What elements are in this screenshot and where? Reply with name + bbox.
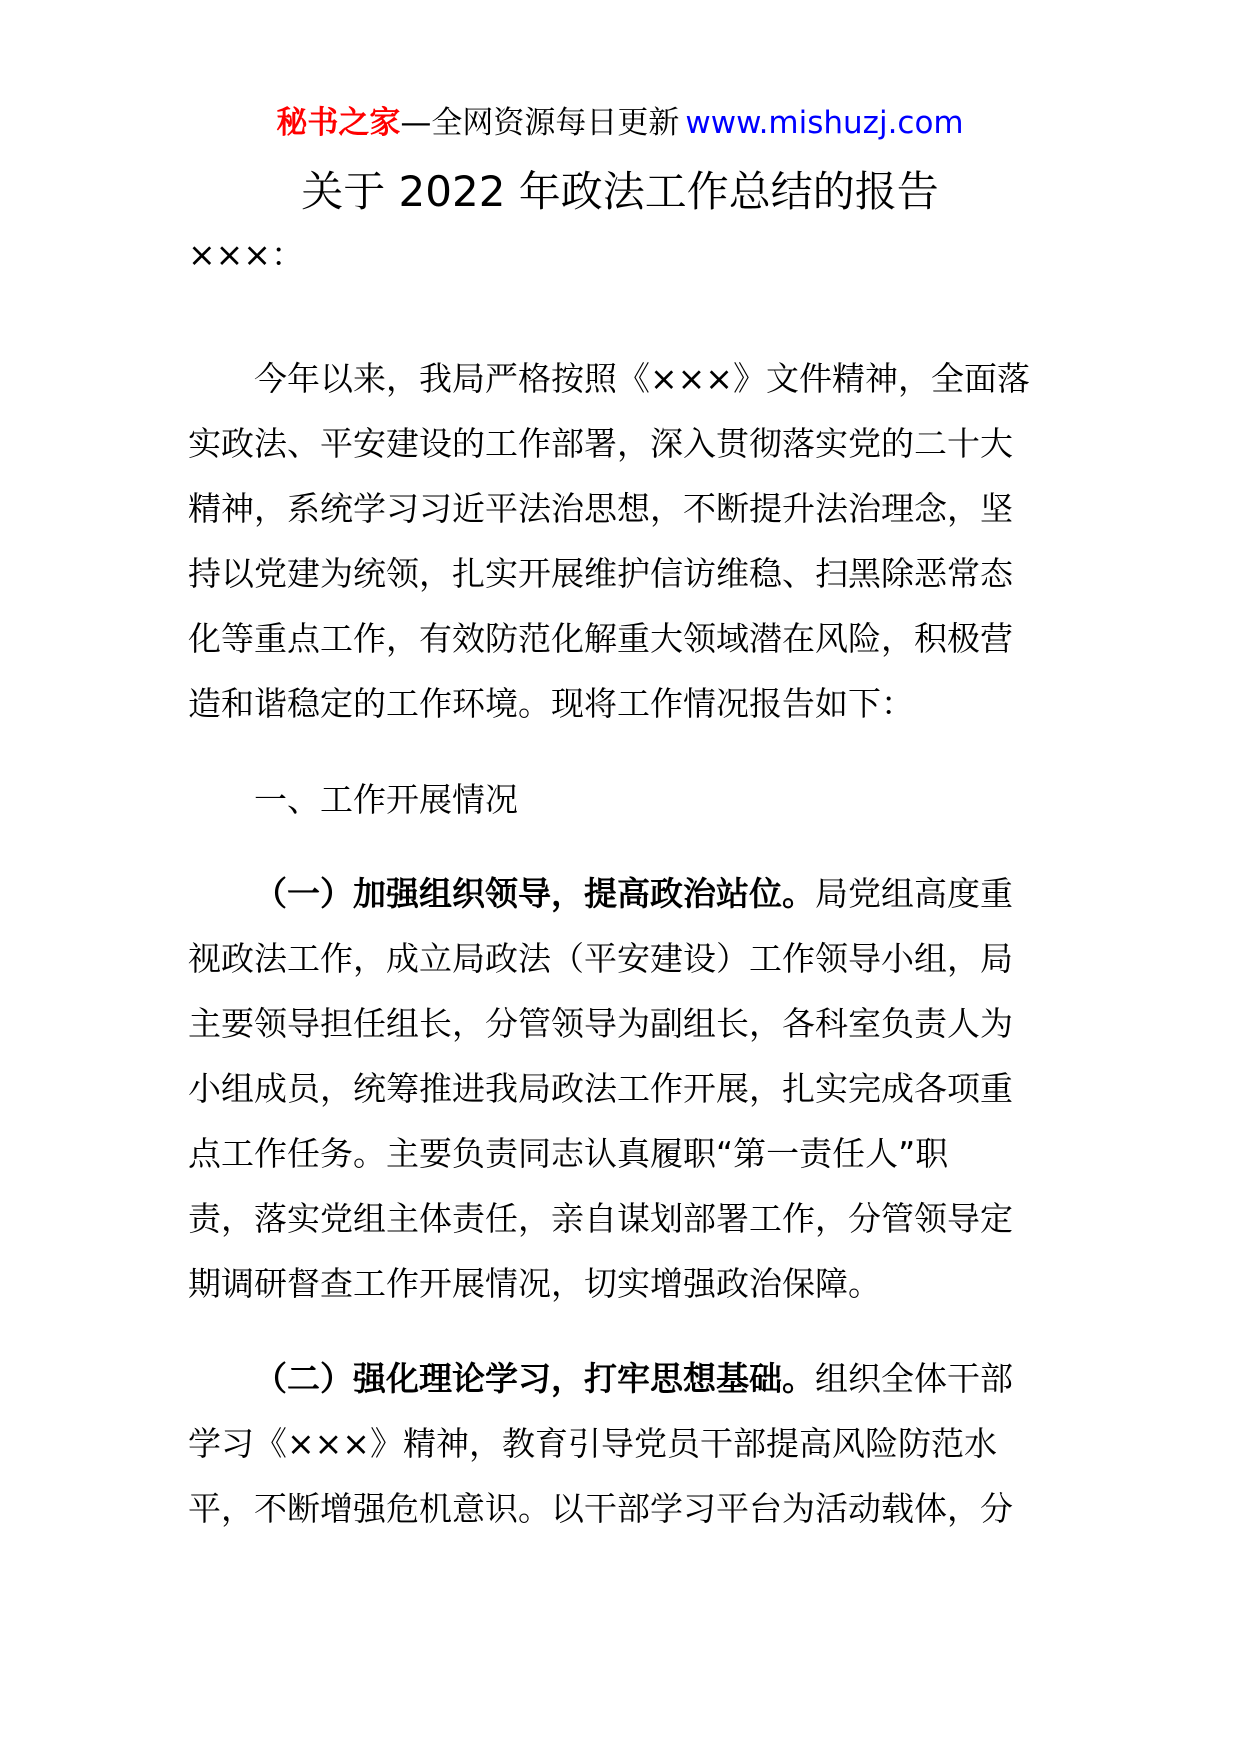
- item-first-line: [188, 1346, 1240, 1411]
- item-text: 局党组高度重: [815, 874, 1013, 913]
- intro-line: 持以党建为统领，扎实开展维护信访维稳、扫黑除恶常态: [188, 554, 1013, 593]
- section-heading: 一、工作开展情况: [254, 780, 518, 819]
- item-text: 组织全体干部: [815, 1359, 1013, 1398]
- site-url: www.mishuzj.com: [685, 105, 964, 141]
- item-line: 期调研督查工作开展情况，切实增强政治保障。: [188, 1264, 881, 1303]
- intro-line: 化等重点工作，有效防范化解重大领域潜在风险，积极营: [188, 619, 1013, 658]
- item-paragraph-1: [188, 861, 1240, 1316]
- item-line: 点工作任务。主要负责同志认真履职“第一责任人”职: [188, 1134, 949, 1173]
- item-line: 小组成员，统筹推进我局政法工作开展，扎实完成各项重: [188, 1069, 1013, 1108]
- item-line: 主要领导担任组长，分管领导为副组长，各科室负责人为: [188, 1004, 1013, 1043]
- salutation: ×××：: [188, 235, 304, 274]
- item-line: 责，落实党组主体责任，亲自谋划部署工作，分管领导定: [188, 1199, 1013, 1238]
- site-brand: 秘书之家: [276, 105, 401, 141]
- item-line: 学习《×××》精神，教育引导党员干部提高风险防范水: [188, 1424, 997, 1463]
- item-paragraph-2: [188, 1346, 1240, 1541]
- site-tagline: —全网资源每日更新: [400, 105, 680, 141]
- intro-line: 实政法、平安建设的工作部署，深入贯彻落实党的二十大: [188, 424, 1013, 463]
- item-line: 视政法工作，成立局政法（平安建设）工作领导小组，局: [188, 939, 1013, 978]
- item-lead: （二）强化理论学习，打牢思想基础。: [254, 1359, 815, 1398]
- intro-line: 今年以来，我局严格按照《×××》文件精神，全面落: [254, 359, 1030, 398]
- intro-line: 精神，系统学习习近平法治思想，不断提升法治理念，坚: [188, 489, 1013, 528]
- site-banner: [0, 101, 1240, 145]
- intro-paragraph: [188, 346, 1240, 736]
- item-line: 平，不断增强危机意识。以干部学习平台为活动载体，分: [188, 1489, 1013, 1528]
- item-lead: （一）加强组织领导，提高政治站位。: [254, 874, 815, 913]
- intro-line: 造和谐稳定的工作环境。现将工作情况报告如下：: [188, 684, 914, 723]
- item-first-line: [188, 861, 1240, 926]
- report-title: 关于 2022 年政法工作总结的报告: [301, 167, 939, 216]
